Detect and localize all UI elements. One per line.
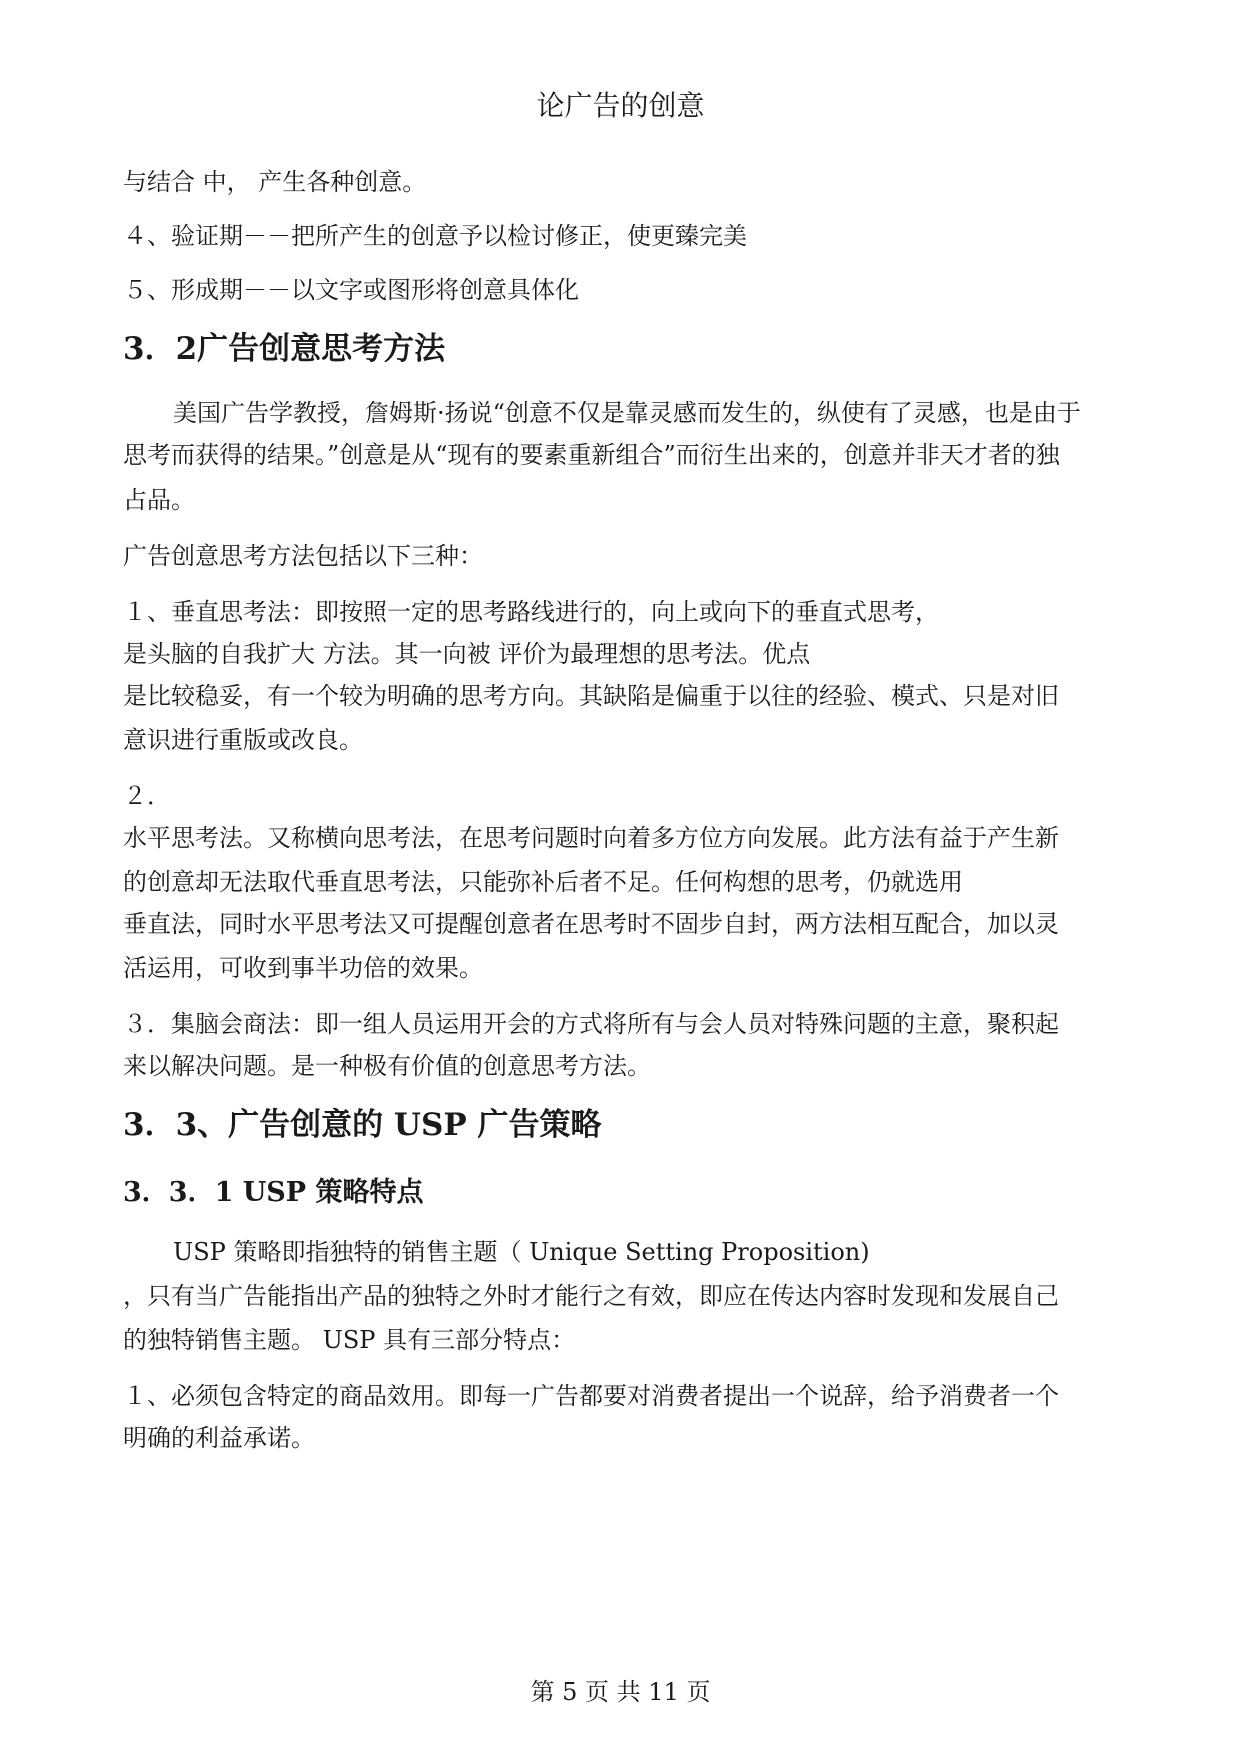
paragraph-line: 是头脑的自我扩大 方法。其一向被 评价为最理想的思考法。优点 (123, 640, 811, 668)
section-heading-3-3-1: 3．3．1 USP 策略特点 (123, 1177, 424, 1208)
paragraph-line: 美国广告学教授，詹姆斯·扬说“创意不仅是靠灵感而发生的，纵使有了灵感，也是由于 (173, 399, 1081, 427)
paragraph-line: 来以解决问题。是一种极有价值的创意思考方法。 (123, 1052, 651, 1080)
paragraph-line: ，只有当广告能指出产品的独特之外时才能行之有效，即应在传达内容时发现和发展自己 (123, 1282, 1059, 1310)
paragraph-line: 明确的利益承诺。 (123, 1424, 315, 1452)
paragraph-line: 活运用，可收到事半功倍的效果。 (123, 954, 483, 982)
list-item-2-number: ２． (123, 782, 171, 810)
paragraph-line: 意识进行重版或改良。 (123, 726, 363, 754)
list-item-3: ３．集脑会商法：即一组人员运用开会的方式将所有与会人员对特殊问题的主意，聚积起 (123, 1010, 1059, 1038)
paragraph-line: 的独特销售主题。 USP 具有三部分特点： (123, 1326, 576, 1354)
paragraph-line: 思考而获得的结果。”创意是从“现有的要素重新组合”而衍生出来的，创意并非天才者的独 (123, 441, 1060, 469)
page-number-footer: 第 5 页 共 11 页 (530, 1678, 711, 1706)
paragraph-line: 与结合 中， 产生各种创意。 (123, 168, 427, 196)
paragraph-line: 的创意却无法取代垂直思考法，只能弥补后者不足。任何构想的思考，仍就选用 (123, 868, 963, 896)
paragraph-line: 水平思考法。又称横向思考法，在思考问题时向着多方位方向发展。此方法有益于产生新 (123, 824, 1059, 852)
paragraph-line: 广告创意思考方法包括以下三种： (123, 542, 483, 570)
list-item-5: ５、形成期－－以文字或图形将创意具体化 (123, 276, 579, 304)
paragraph-line: USP 策略即指独特的销售主题（ Unique Setting Proposition) (173, 1238, 870, 1266)
page-header-title: 论广告的创意 (536, 89, 705, 122)
paragraph-line: 垂直法，同时水平思考法又可提醒创意者在思考时不固步自封，两方法相互配合，加以灵 (123, 910, 1059, 938)
list-item-1: １、必须包含特定的商品效用。即每一广告都要对消费者提出一个说辞，给予消费者一个 (123, 1382, 1059, 1410)
section-heading-3-3: 3．3、广告创意的 USP 广告策略 (123, 1107, 602, 1143)
section-heading-3-2: 3．2广告创意思考方法 (123, 331, 446, 367)
list-item-4: ４、验证期－－把所产生的创意予以检讨修正，使更臻完美 (123, 222, 747, 250)
list-item-1: １、垂直思考法：即按照一定的思考路线进行的，向上或向下的垂直式思考， (123, 598, 939, 626)
paragraph-line: 是比较稳妥，有一个较为明确的思考方向。其缺陷是偏重于以往的经验、模式、只是对旧 (123, 682, 1059, 710)
paragraph-line: 占品。 (123, 486, 195, 514)
